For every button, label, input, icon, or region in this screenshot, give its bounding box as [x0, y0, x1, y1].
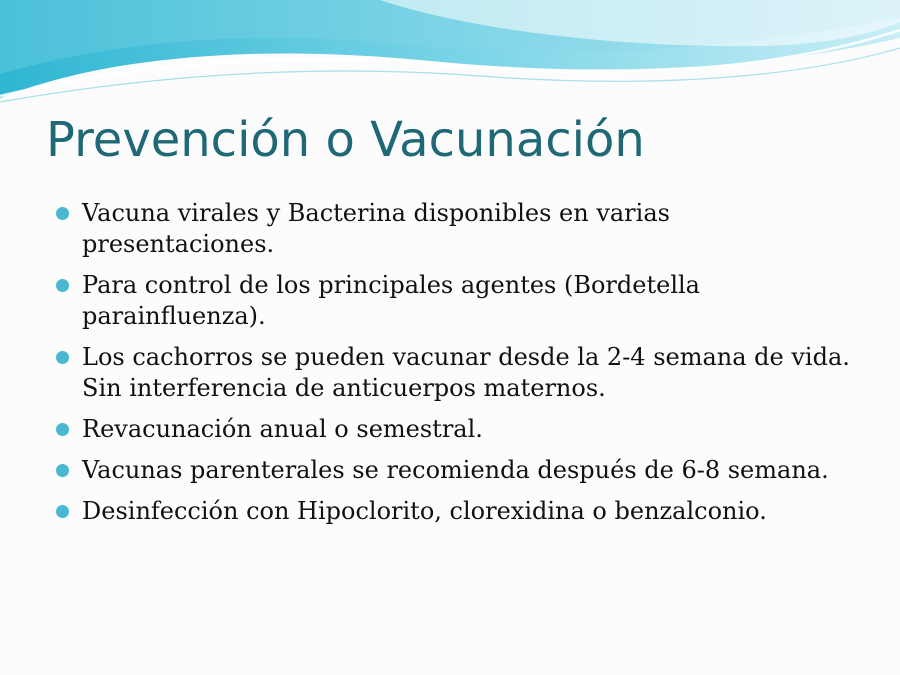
bullet-list — [52, 198, 852, 537]
bullet-text: Desinfección con Hipoclorito, clorexidina o benzalconio. — [82, 497, 767, 525]
bullet-text: Vacunas parenterales se recomienda después de 6-8 semana. — [82, 456, 829, 484]
bullet-text: Revacunación anual o semestral. — [82, 415, 483, 443]
bullet-dot-icon — [56, 207, 69, 220]
bullet-item — [52, 414, 852, 445]
bullet-dot-icon — [56, 279, 69, 292]
bullet-item — [52, 342, 852, 404]
bullet-dot-icon — [56, 423, 69, 436]
bullet-item — [52, 270, 852, 332]
bullet-item — [52, 496, 852, 527]
slide-title: Prevención o Vacunación — [46, 112, 645, 168]
bullet-text: Para control de los principales agentes (Bordetella parainfluenza). — [82, 271, 700, 330]
decorative-wave-header — [0, 0, 900, 110]
bullet-dot-icon — [56, 505, 69, 518]
bullet-dot-icon — [56, 351, 69, 364]
bullet-text: Los cachorros se pueden vacunar desde la 2-4 semana de vida. Sin interferencia de anticuerpos maternos. — [82, 343, 850, 402]
bullet-dot-icon — [56, 464, 69, 477]
bullet-text: Vacuna virales y Bacterina disponibles en varias presentaciones. — [82, 199, 670, 258]
bullet-item — [52, 455, 852, 486]
bullet-item — [52, 198, 852, 260]
